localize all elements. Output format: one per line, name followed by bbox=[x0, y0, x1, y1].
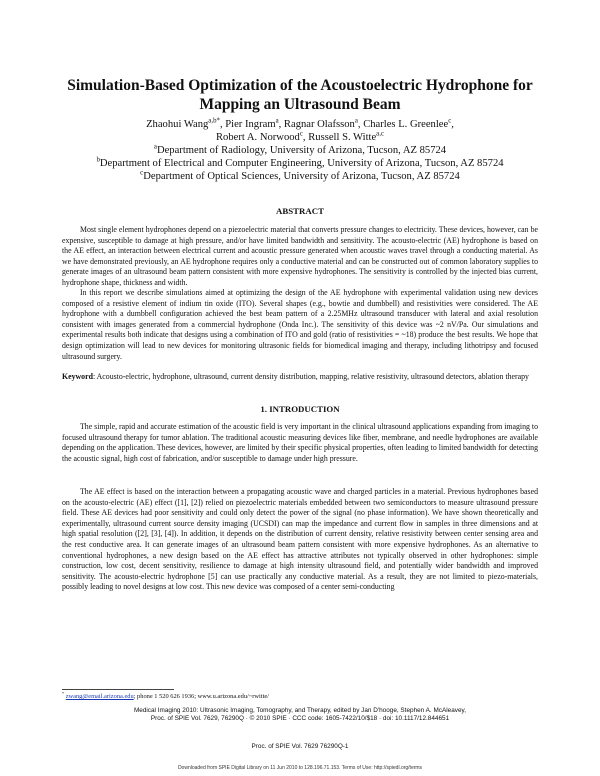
author-name: , Ragnar Olafsson bbox=[278, 119, 355, 130]
keywords-text: : Acousto-electric, hydrophone, ultrasound, current density distribution, mapping, relative resistivity, ultrasound detectors, ablation therapy bbox=[92, 372, 529, 381]
affil-mark: a,b* bbox=[208, 117, 220, 125]
author-email-link[interactable]: zwang@email.arizona.edu bbox=[65, 693, 134, 700]
paper-title: Simulation-Based Optimization of the Acoustoelectric Hydrophone for Mapping an Ultrasound Beam bbox=[67, 77, 533, 113]
author-name: Robert A. Norwood bbox=[215, 132, 300, 143]
author-name: , Pier Ingram bbox=[219, 119, 276, 130]
introduction-heading: 1. INTRODUCTION bbox=[260, 404, 340, 414]
affil-mark: c bbox=[448, 117, 452, 125]
citation-line-1: Medical Imaging 2010: Ultrasonic Imaging, Tomography, and Therapy, edited by Jan D'hooge, Stephen A. McAleavey, bbox=[133, 707, 467, 714]
download-note: Downloaded from SPIE Digital Library on 11 Jun 2010 to 128.196.71.153. Terms of Use: http://spiedl.org/terms bbox=[177, 765, 423, 771]
author-line-2 bbox=[0, 131, 600, 144]
affiliation-text: Department of Optical Sciences, University of Arizona, Tucson, AZ 85724 bbox=[143, 171, 460, 182]
affil-mark: c bbox=[140, 169, 144, 177]
affil-mark: a,c bbox=[376, 130, 384, 138]
footnote-contact: ; phone 1 520 626 1936; www.u.arizona.edu/~rwitte/ bbox=[133, 693, 269, 700]
intro-paragraph-1: The simple, rapid and accurate estimation of the acoustic field is very important in the clinical ultrasound applications expanding from imaging to focused ultrasound therapy for tumor ablation. The traditional acoustic measuring devices like fiber, membrane, and needle hydrophones are available depending on the application. These devices, however, are limited by their specific physical properties, often leading to limited bandwidth for detecting the acoustic signal, high cost of fabrication, and/or susceptible to damage under high pressure. bbox=[62, 422, 538, 463]
page-reference: Proc. of SPIE Vol. 7629 76290Q-1 bbox=[251, 743, 349, 750]
affiliation-c bbox=[0, 170, 600, 183]
affiliation-b bbox=[0, 157, 600, 170]
footnote-rule bbox=[62, 689, 174, 690]
author-name: , Charles L. Greenlee bbox=[357, 119, 449, 130]
intro-paragraph-2: The AE effect is based on the interaction between a propagating acoustic wave and charged particles in a material. Previous hydrophones based on the acousto-electric (AE) effect ([1], [2]) relied on piezoelectric materials embedded between two semiconductors to measure ultrasound pressure field. These AE devices had poor sensitivity and could only detect the power of the signal (no phase information). We have shown theoretically and experimentally, ultrasound current source density imaging (UCSDI) can map the impedance and current flow in samples in three dimensions and at high spatial resolution ([2], [3], [4]). In addition, it depends on the distribution of current density, relative resistivity between center sensing area and the rest conductive area. It can generate images of an ultrasound beam pattern consistent with more expensive hydrophones. As an alternative to conventional hydrophones, a new design based on the AE effect has attractive attributes not typically observed in other hydrophones: simple construction, low cost, decent sensitivity, resilience to damage at high intensity ultrasound field, and potentially wider bandwidth and improved sensitivity. The acousto-electric hydrophone [5] can use practically any conductive material. As a result, they are not limited to piezo-materials, possibly leading to novel designs at low cost. This new device was composed of a center semi-conducting bbox=[62, 487, 538, 592]
keywords bbox=[62, 372, 538, 383]
author-name: Zhaohui Wang bbox=[146, 119, 209, 130]
author-name: , Russell S. Witte bbox=[302, 132, 377, 143]
abstract-paragraph-2: In this report we describe simulations aimed at optimizing the design of the AE hydrophone with experimental validation using new devices composed of a resistive element of indium tin oxide (ITO). Several shapes (e.g., bowtie and dumbbell) and resistivities were considered. The AE hydrophone with a dumbbell configuration achieved the best beam pattern of a 2.25MHz ultrasound transducer with lateral and axial resolution consistent with images generated from a commercial hydrophone (Onda Inc.). The sensitivity of this device was ~2 nV/Pa. Our simulations and experimental results both indicate that designs using a combination of ITO and gold (ratio of resistivities = ~18) produce the best results. We hope that design optimization will lead to new devices for monitoring ultrasonic fields for biomedical imaging and therapy, including lithotripsy and focused ultrasound surgery. bbox=[62, 288, 538, 361]
affil-mark: a bbox=[153, 143, 157, 151]
author-separator: , bbox=[451, 119, 454, 130]
footnote bbox=[62, 690, 538, 701]
keywords-label: Keyword bbox=[62, 372, 93, 381]
abstract-paragraph-1: Most single element hydrophones depend on a piezoelectric material that converts pressure changes to electricity. These devices, however, can be expensive, susceptible to damage at high pressure, and/or have limited bandwidth and sensitivity. The acousto-electric (AE) hydrophone is based on the AE effect, an interaction between electrical current and acoustic pressure generated when acoustic waves travel through a conducting material. As we have demonstrated previously, an AE hydrophone requires only a conductive material and can be constructed out of common laboratory supplies to generate images of an ultrasound beam pattern consistent with more expensive hydrophones. The sensitivity is controlled by the injected bias current, hydrophone shape, thickness and width. bbox=[62, 225, 538, 287]
citation-line-2: Proc. of SPIE Vol. 7629, 76290Q · © 2010 SPIE · CCC code: 1605-7422/10/$18 · doi: 10.1117/12.844651 bbox=[150, 715, 450, 722]
footnote-mark: * bbox=[62, 690, 65, 696]
affiliation-text: Department of Radiology, University of Arizona, Tucson, AZ 85724 bbox=[156, 145, 447, 156]
affil-mark: b bbox=[96, 156, 100, 164]
author-line-1 bbox=[0, 118, 600, 131]
abstract-heading: ABSTRACT bbox=[276, 206, 324, 216]
affil-mark: a bbox=[275, 117, 279, 125]
affiliation-a bbox=[0, 144, 600, 157]
affil-mark: a bbox=[354, 117, 358, 125]
affiliation-text: Department of Electrical and Computer Engineering, University of Arizona, Tucson, AZ 85724 bbox=[99, 158, 504, 169]
affil-mark: c bbox=[299, 130, 303, 138]
